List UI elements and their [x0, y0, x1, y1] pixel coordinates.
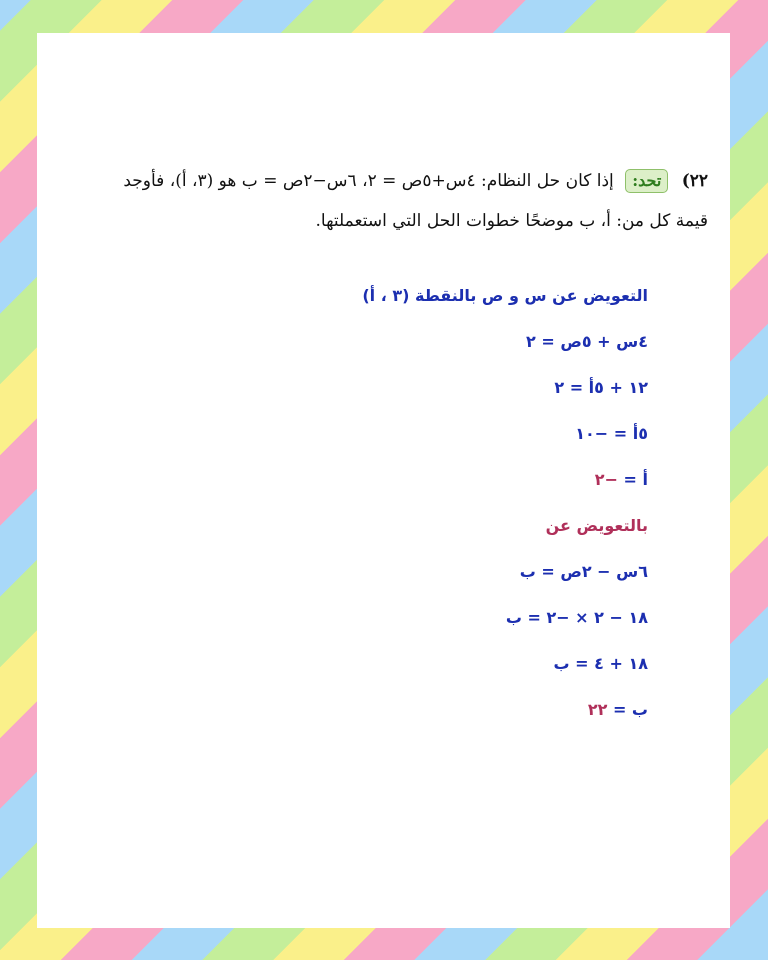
solution-subheading: بالتعويض عن	[545, 516, 648, 535]
solution-step-4	[362, 457, 648, 503]
solution-steps	[362, 273, 648, 733]
solution-step-5: ٦س − ٢ص = ب	[519, 562, 648, 581]
solution-step-1: ٤س + ٥ص = ٢	[526, 332, 648, 351]
problem-text: إذا كان حل النظام: ٤س+٥ص = ٢، ٦س−٢ص = ب هو (٣، أ)، فأوجد قيمة كل من: أ، ب موضحًا خطوات الحل التي استعملتها.	[123, 171, 708, 231]
solution-step-4-lhs: أ =	[617, 470, 648, 489]
challenge-badge: تحد:	[625, 169, 668, 193]
problem-statement	[97, 161, 708, 241]
solution-step-8-value: ٢٢	[587, 700, 608, 719]
content-card	[37, 33, 730, 928]
solution-step-6: ١٨ − ٢ × −٢ = ب	[505, 608, 648, 627]
solution-step-8	[362, 687, 648, 733]
solution-step-3: ٥أ = −١٠	[575, 424, 648, 443]
solution-step-8-lhs: ب =	[607, 700, 648, 719]
solution-step-4-value: −٢	[594, 470, 618, 489]
solution-step-7: ١٨ + ٤ = ب	[553, 654, 648, 673]
problem-number: ٢٢)	[681, 171, 708, 191]
solution-step-2: ١٢ + ٥أ = ٢	[554, 378, 648, 397]
solution-heading: التعويض عن س و ص بالنقطة (٣ ، أ)	[362, 286, 648, 305]
